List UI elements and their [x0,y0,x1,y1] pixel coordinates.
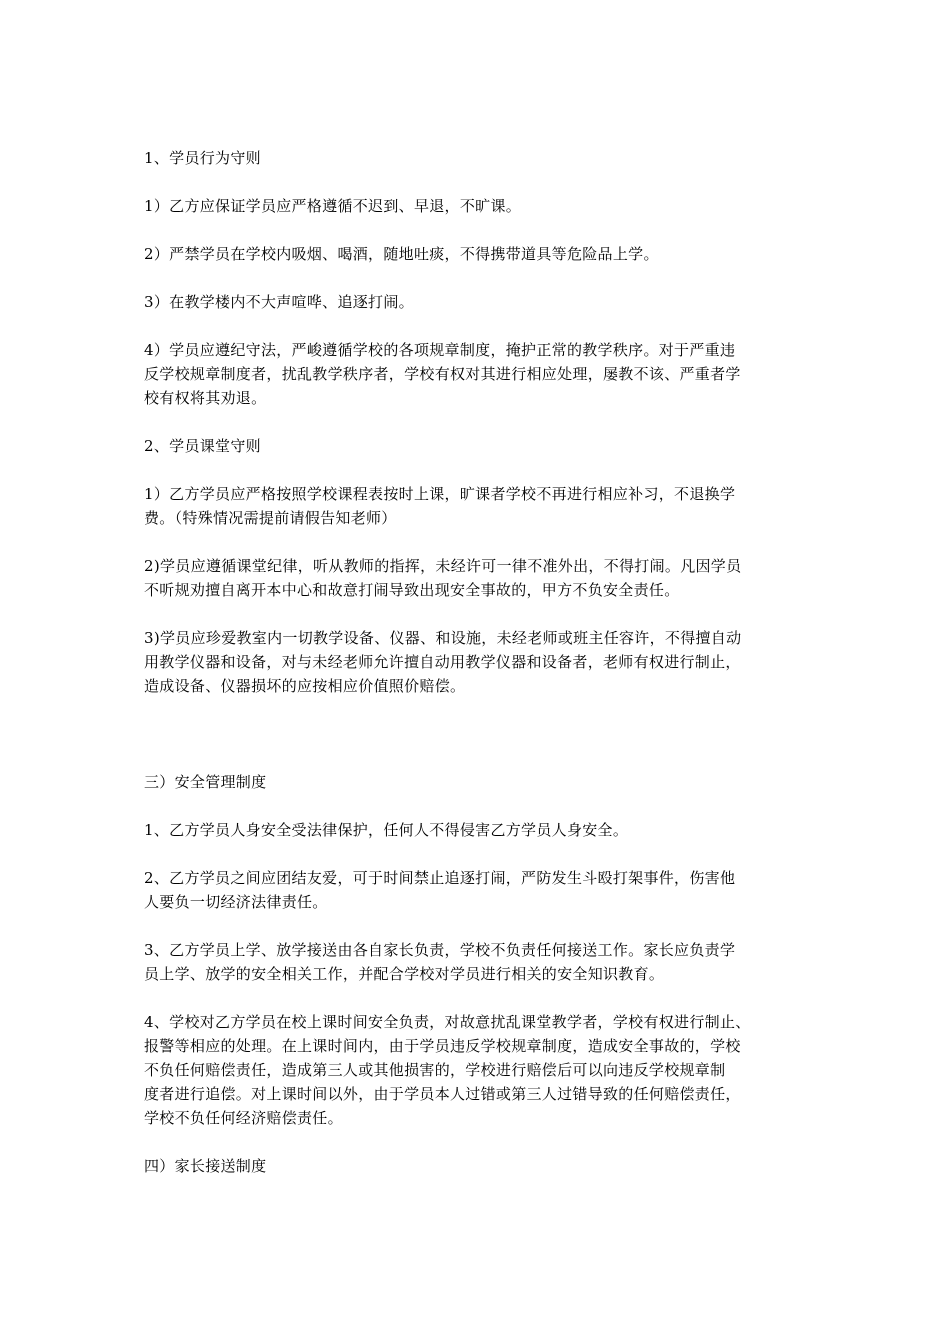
paragraph [144,338,814,410]
text-line: 3)学员应珍爱教室内一切教学设备、仪器、和设施，未经老师或班主任容许，不得擅自动 [144,629,742,647]
paragraph [144,866,814,914]
paragraph [144,1010,814,1130]
text-line: 费。（特殊情况需提前请假告知老师） [144,509,397,527]
paragraph [144,626,814,698]
text-line: 人要负一切经济法律责任。 [144,893,328,911]
section-heading-safety-management: 三）安全管理制度 [144,773,267,791]
text-line: 度者进行追偿。对上课时间以外，由于学员本人过错或第三人过错导致的任何赔偿责任， [144,1085,741,1103]
text-line: 1）乙方学员应严格按照学校课程表按时上课，旷课者学校不再进行相应补习，不退换学 [144,485,736,503]
paragraph: 2）严禁学员在学校内吸烟、喝酒，随地吐痰，不得携带道具等危险品上学。 [144,245,659,263]
text-line: 不负任何赔偿责任，造成第三人或其他损害的，学校进行赔偿后可以向违反学校规章制 [144,1061,726,1079]
text-line: 员上学、放学的安全相关工作，并配合学校对学员进行相关的安全知识教育。 [144,965,665,983]
text-line: 不听规劝擅自离开本中心和故意打闹导致出现安全事故的，甲方不负安全责任。 [144,581,680,599]
text-line: 报警等相应的处理。在上课时间内，由于学员违反学校规章制度，造成安全事故的，学校 [144,1037,741,1055]
paragraph: 3）在教学楼内不大声喧哗、追逐打闹。 [144,293,414,311]
paragraph: 1）乙方应保证学员应严格遵循不迟到、早退，不旷课。 [144,197,522,215]
text-line: 反学校规章制度者，扰乱教学秩序者，学校有权对其进行相应处理，屡教不该、严重者学 [144,365,741,383]
text-line: 学校不负任何经济赔偿责任。 [144,1109,343,1127]
section-heading-parent-pickup: 四）家长接送制度 [144,1157,267,1175]
section-heading-classroom-rules: 2、学员课堂守则 [144,437,261,455]
section-heading-student-conduct: 1、学员行为守则 [144,149,261,167]
paragraph [144,554,814,602]
text-line: 2)学员应遵循课堂纪律，听从教师的指挥，未经许可一律不准外出，不得打闹。凡因学员 [144,557,742,575]
text-line: 3、乙方学员上学、放学接送由各自家长负责，学校不负责任何接送工作。家长应负责学 [144,941,736,959]
text-line: 用教学仪器和设备，对与未经老师允许擅自动用教学仪器和设备者，老师有权进行制止， [144,653,741,671]
text-line: 2、乙方学员之间应团结友爱，可于时间禁止追逐打闹，严防发生斗殴打架事件，伤害他 [144,869,736,887]
paragraph: 1、乙方学员人身安全受法律保护，任何人不得侵害乙方学员人身安全。 [144,821,629,839]
text-line: 4）学员应遵纪守法，严峻遵循学校的各项规章制度，掩护正常的教学秩序。对于严重违 [144,341,736,359]
text-line: 4、学校对乙方学员在校上课时间安全负责，对故意扰乱课堂教学者，学校有权进行制止、 [144,1013,751,1031]
text-line: 造成设备、仪器损坏的应按相应价值照价赔偿。 [144,677,466,695]
paragraph [144,482,814,530]
text-line: 校有权将其劝退。 [144,389,267,407]
document-body [144,146,814,1178]
paragraph [144,938,814,986]
